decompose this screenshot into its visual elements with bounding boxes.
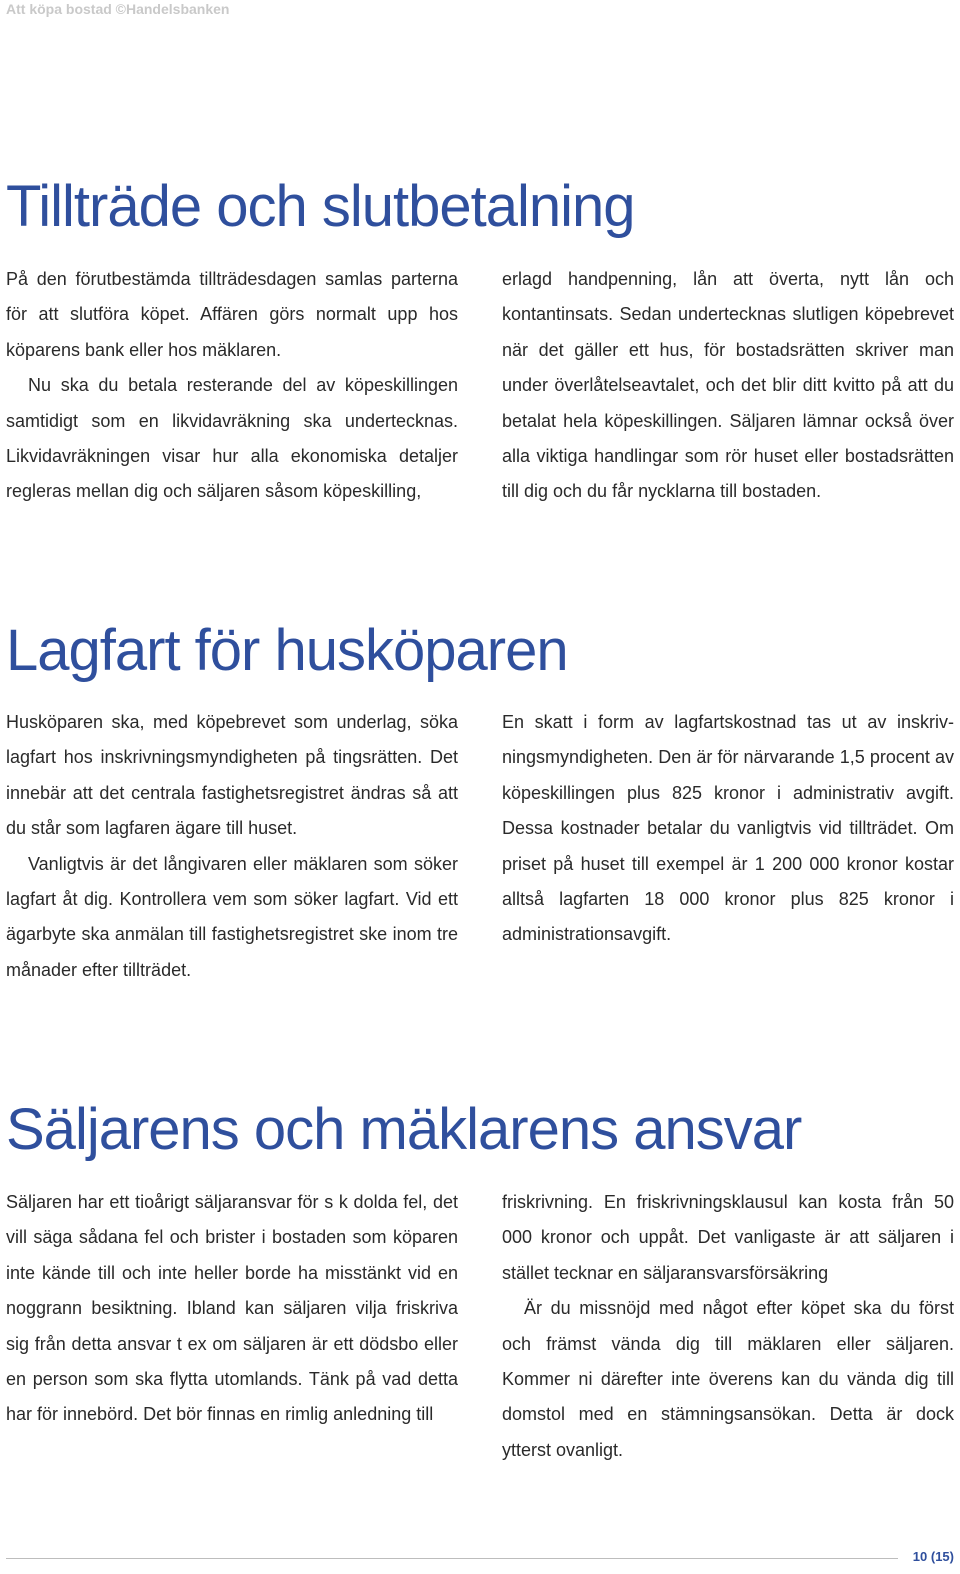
- paragraph: friskrivning. En friskrivningsklausul kan kosta från 50 000 kronor och uppåt. Det vanligaste är att säljaren i stället tecknar en säljaransvarsförsäkring: [502, 1192, 954, 1283]
- section-2-left-column: [6, 705, 458, 988]
- paragraph: Säljaren har ett tioårigt säljaransvar för s k dolda fel, det vill säga sådana fel och brister i bostaden som köparen inte kände till och inte heller borde ha misstänkt vid en noggrann besiktning. Ibland kan säljaren vilja friskriva sig från detta ansvar t ex om säljaren är ett dödsbo eller en person som ska flytta utomlands. Tänk på vad detta har för innebörd. Det bör finnas en rimlig anledning till: [6, 1192, 458, 1425]
- page-number: 10 (15): [912, 1549, 954, 1564]
- footer-divider: [6, 1558, 898, 1559]
- section-1-right-column: [502, 262, 954, 510]
- section-3-left-column: [6, 1185, 458, 1433]
- section-2-right-column: [502, 705, 954, 953]
- section-title-ansvar: Säljarens och mäklarens ansvar: [6, 1097, 802, 1162]
- paragraph: Är du missnöjd med något efter köpet ska du först och främst vända dig till mäklaren eller säljaren. Kommer ni därefter inte överens kan du vända dig till domstol med en stämningsansökan. Detta är dock ytterst ovanligt.: [502, 1298, 954, 1460]
- section-1-left-column: [6, 262, 458, 510]
- paragraph: På den förutbestämda tillträdesdagen samlas parterna för att slutföra köpet. Affären görs normalt upp hos köparens bank eller hos mäklaren.: [6, 269, 458, 360]
- paragraph: Husköparen ska, med köpebrevet som underlag, söka lagfart hos inskrivningsmyndigheten på tingsrätten. Det innebär att det centrala fastighetsregistret ändras så att du står som lagfaren ägare till huset.: [6, 712, 458, 839]
- document-header: Att köpa bostad ©Handelsbanken: [6, 1, 230, 17]
- section-3-right-column: [502, 1185, 954, 1468]
- paragraph: Nu ska du betala resterande del av köpeskillingen samtidigt som en likvidavräkning ska undertecknas. Likvidavräkningen visar hur alla ekonomiska detaljer regleras mellan dig och säljaren såsom köpeskilling,: [6, 375, 458, 502]
- section-title-tilltrade: Tillträde och slutbetalning: [6, 174, 635, 239]
- paragraph: En skatt i form av lagfartskostnad tas ut av inskrivningsmyndigheten. Den är för närvarande 1,5 procent av köpeskillingen plus 825 kronor i administrativ avgift. Dessa kostnader betalar du vanligtvis vid tillträdet. Om priset på huset till exempel är 1 200 000 kronor kostar alltså lagfarten 18 000 kronor plus 825 kronor i administrationsavgift.: [502, 712, 954, 945]
- section-title-lagfart: Lagfart för husköparen: [6, 618, 568, 683]
- paragraph: erlagd handpenning, lån att överta, nytt lån och kontantinsats. Sedan undertecknas slutligen köpebrevet när det gäller ett hus, för bostadsrätten skriver man under överlåtelseavtalet, och det blir ditt kvitto på att du betalat hela köpeskillingen. Säljaren lämnar också över alla viktiga handlingar som rör huset eller bostadsrätten till dig och du får nycklarna till bostaden.: [502, 269, 954, 502]
- paragraph: Vanligtvis är det långivaren eller mäklaren som söker lagfart åt dig. Kontrollera vem som söker lagfart. Vid ett ägarbyte ska anmälan till fastighetsregistret ske inom tre månader efter tillträdet.: [6, 853, 458, 980]
